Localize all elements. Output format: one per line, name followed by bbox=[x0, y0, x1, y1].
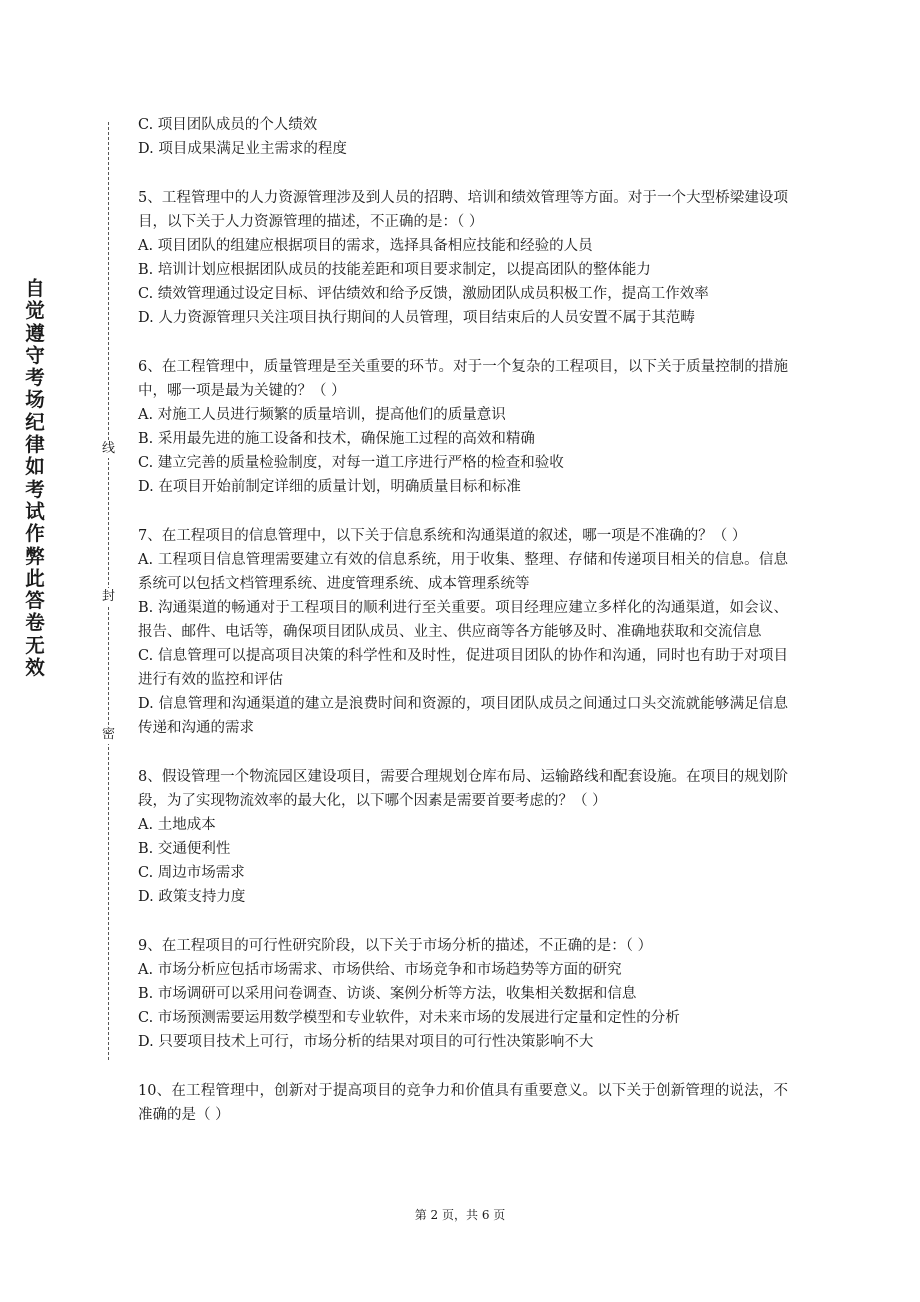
page-number: 第 2 页，共 6 页 bbox=[414, 1208, 506, 1222]
option: B. 交通便利性 bbox=[138, 841, 231, 857]
option: A. 土地成本 bbox=[138, 817, 216, 833]
question-10 bbox=[138, 1079, 788, 1127]
option: D. 人力资源管理只关注项目执行期间的人员管理，项目结束后的人员安置不属于其范畴 bbox=[138, 310, 695, 326]
question-stem: 6、在工程管理中，质量管理是至关重要的环节。对于一个复杂的工程项目，以下关于质量控制的措施中，哪一项是最为关键的？（ ） bbox=[138, 359, 788, 399]
option: C. 绩效管理通过设定目标、评估绩效和给予反馈，激励团队成员积极工作，提高工作效率 bbox=[138, 286, 709, 302]
question-list bbox=[138, 113, 788, 1127]
option: C. 周边市场需求 bbox=[138, 865, 245, 881]
option: C. 项目团队成员的个人绩效 bbox=[138, 117, 318, 133]
question-6 bbox=[138, 355, 788, 499]
option: D. 项目成果满足业主需求的程度 bbox=[138, 141, 347, 157]
binding-mark-secret: 密 bbox=[102, 727, 116, 742]
option: C. 市场预测需要运用数学模型和专业软件，对未来市场的发展进行定量和定性的分析 bbox=[138, 1010, 680, 1026]
option: B. 采用最先进的施工设备和技术，确保施工过程的高效和精确 bbox=[138, 431, 535, 447]
option: B. 沟通渠道的畅通对于工程项目的顺利进行至关重要。项目经理应建立多样化的沟通渠道，如会议、报告、邮件、电话等，确保项目团队成员、业主、供应商等各方能够及时、准确地获取和交流信息 bbox=[138, 600, 788, 640]
option: D. 只要项目技术上可行，市场分析的结果对项目的可行性决策影响不大 bbox=[138, 1034, 594, 1050]
binding-mark-seal: 封 bbox=[102, 589, 116, 604]
question-stem: 9、在工程项目的可行性研究阶段，以下关于市场分析的描述，不正确的是：（ ） bbox=[138, 938, 653, 954]
question-stem: 10、在工程管理中，创新对于提高项目的竞争力和价值具有重要意义。以下关于创新管理的说法，不准确的是（ ） bbox=[138, 1083, 788, 1123]
option: D. 政策支持力度 bbox=[138, 889, 246, 905]
option: A. 对施工人员进行频繁的质量培训，提高他们的质量意识 bbox=[138, 407, 506, 423]
binding-mark-line: 线 bbox=[102, 441, 116, 456]
option: A. 市场分析应包括市场需求、市场供给、市场竞争和市场趋势等方面的研究 bbox=[138, 962, 622, 978]
question-8 bbox=[138, 765, 788, 909]
option: C. 建立完善的质量检验制度，对每一道工序进行严格的检查和验收 bbox=[138, 455, 564, 471]
question-5 bbox=[138, 186, 788, 330]
question-4-continued bbox=[138, 113, 788, 161]
option: D. 信息管理和沟通渠道的建立是浪费时间和资源的，项目团队成员之间通过口头交流就能够满足信息传递和沟通的需求 bbox=[138, 696, 788, 736]
question-7 bbox=[138, 524, 788, 740]
option: D. 在项目开始前制定详细的质量计划，明确质量目标和标准 bbox=[138, 479, 521, 495]
question-stem: 5、工程管理中的人力资源管理涉及到人员的招聘、培训和绩效管理等方面。对于一个大型桥梁建设项目，以下关于人力资源管理的描述，不正确的是：（ ） bbox=[138, 190, 788, 230]
question-9 bbox=[138, 934, 788, 1054]
question-stem: 7、在工程项目的信息管理中，以下关于信息系统和沟通渠道的叙述，哪一项是不准确的？（ ） bbox=[138, 528, 747, 544]
option: A. 项目团队的组建应根据项目的需求，选择具备相应技能和经验的人员 bbox=[138, 238, 593, 254]
question-stem: 8、假设管理一个物流园区建设项目，需要合理规划仓库布局、运输路线和配套设施。在项目的规划阶段，为了实现物流效率的最大化，以下哪个因素是需要首要考虑的？（ ） bbox=[138, 769, 788, 809]
option: C. 信息管理可以提高项目决策的科学性和及时性，促进项目团队的协作和沟通，同时也有助于对项目进行有效的监控和评估 bbox=[138, 648, 788, 688]
option: B. 培训计划应根据团队成员的技能差距和项目要求制定，以提高团队的整体能力 bbox=[138, 262, 651, 278]
option: B. 市场调研可以采用问卷调查、访谈、案例分析等方法，收集相关数据和信息 bbox=[138, 986, 637, 1002]
exam-discipline-warning: 自觉遵守考场纪律如考试作弊此答卷无效 bbox=[25, 277, 45, 680]
option: A. 工程项目信息管理需要建立有效的信息系统，用于收集、整理、存储和传递项目相关的信息。信息系统可以包括文档管理系统、进度管理系统、成本管理系统等 bbox=[138, 552, 788, 592]
